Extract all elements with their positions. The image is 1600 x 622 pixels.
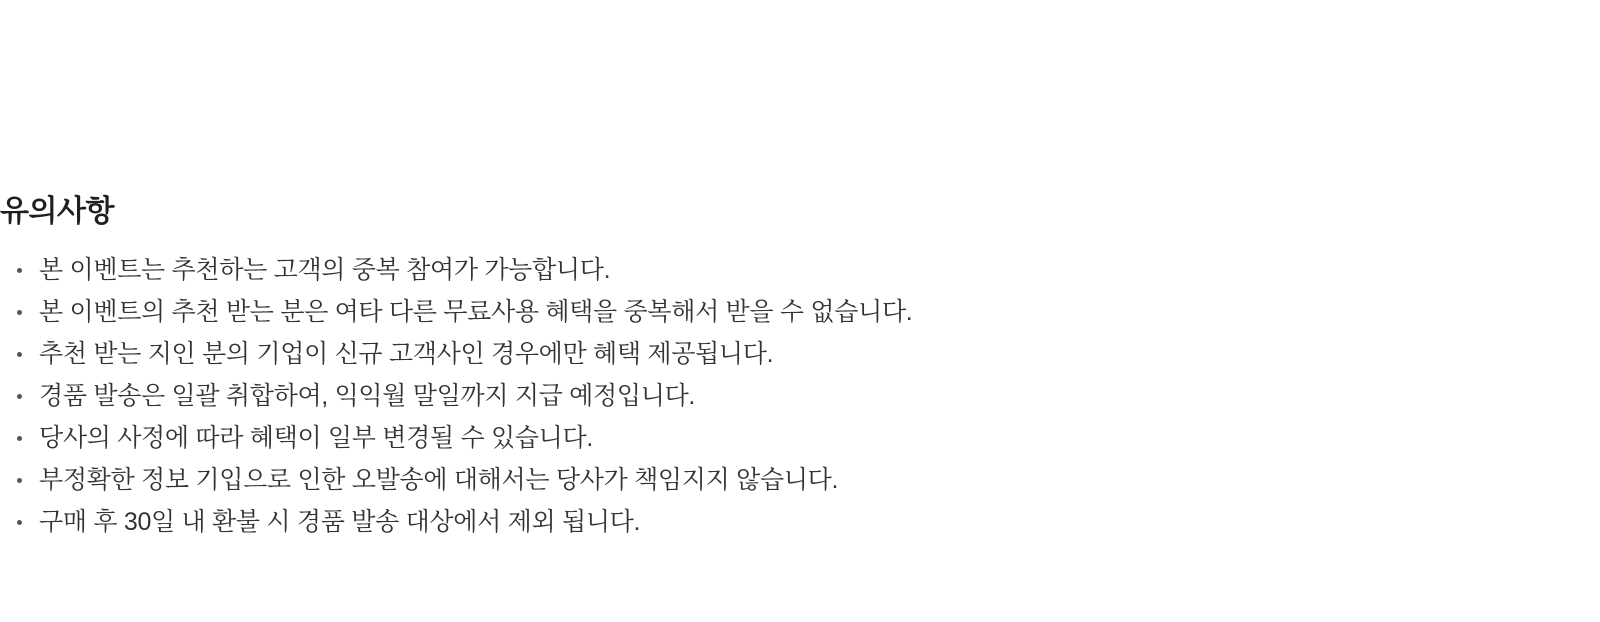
list-item-text: 경품 발송은 일괄 취합하여, 익익월 말일까지 지급 예정입니다. — [39, 382, 696, 410]
list-item — [0, 501, 912, 543]
bullet-icon — [17, 268, 22, 273]
list-item — [0, 459, 912, 501]
list-item — [0, 375, 912, 417]
list-item-text: 구매 후 30일 내 환불 시 경품 발송 대상에서 제외 됩니다. — [39, 508, 641, 536]
list-item-text: 당사의 사정에 따라 혜택이 일부 변경될 수 있습니다. — [39, 424, 594, 452]
bullet-icon — [17, 478, 22, 483]
bullet-icon — [17, 436, 22, 441]
bullet-icon — [17, 352, 22, 357]
notice-title: 유의사항 — [0, 195, 114, 228]
bullet-icon — [17, 520, 22, 525]
list-item — [0, 333, 912, 375]
list-item — [0, 249, 912, 291]
list-item-text: 본 이벤트의 추천 받는 분은 여타 다른 무료사용 혜택을 중복해서 받을 수 없습니다. — [39, 298, 913, 326]
notice-list — [0, 249, 912, 543]
list-item-text: 본 이벤트는 추천하는 고객의 중복 참여가 가능합니다. — [39, 256, 611, 284]
bullet-icon — [17, 394, 22, 399]
list-item-text: 부정확한 정보 기입으로 인한 오발송에 대해서는 당사가 책임지지 않습니다. — [39, 466, 839, 494]
list-item-text: 추천 받는 지인 분의 기업이 신규 고객사인 경우에만 혜택 제공됩니다. — [39, 340, 774, 368]
bullet-icon — [17, 310, 22, 315]
list-item — [0, 291, 912, 333]
list-item — [0, 417, 912, 459]
